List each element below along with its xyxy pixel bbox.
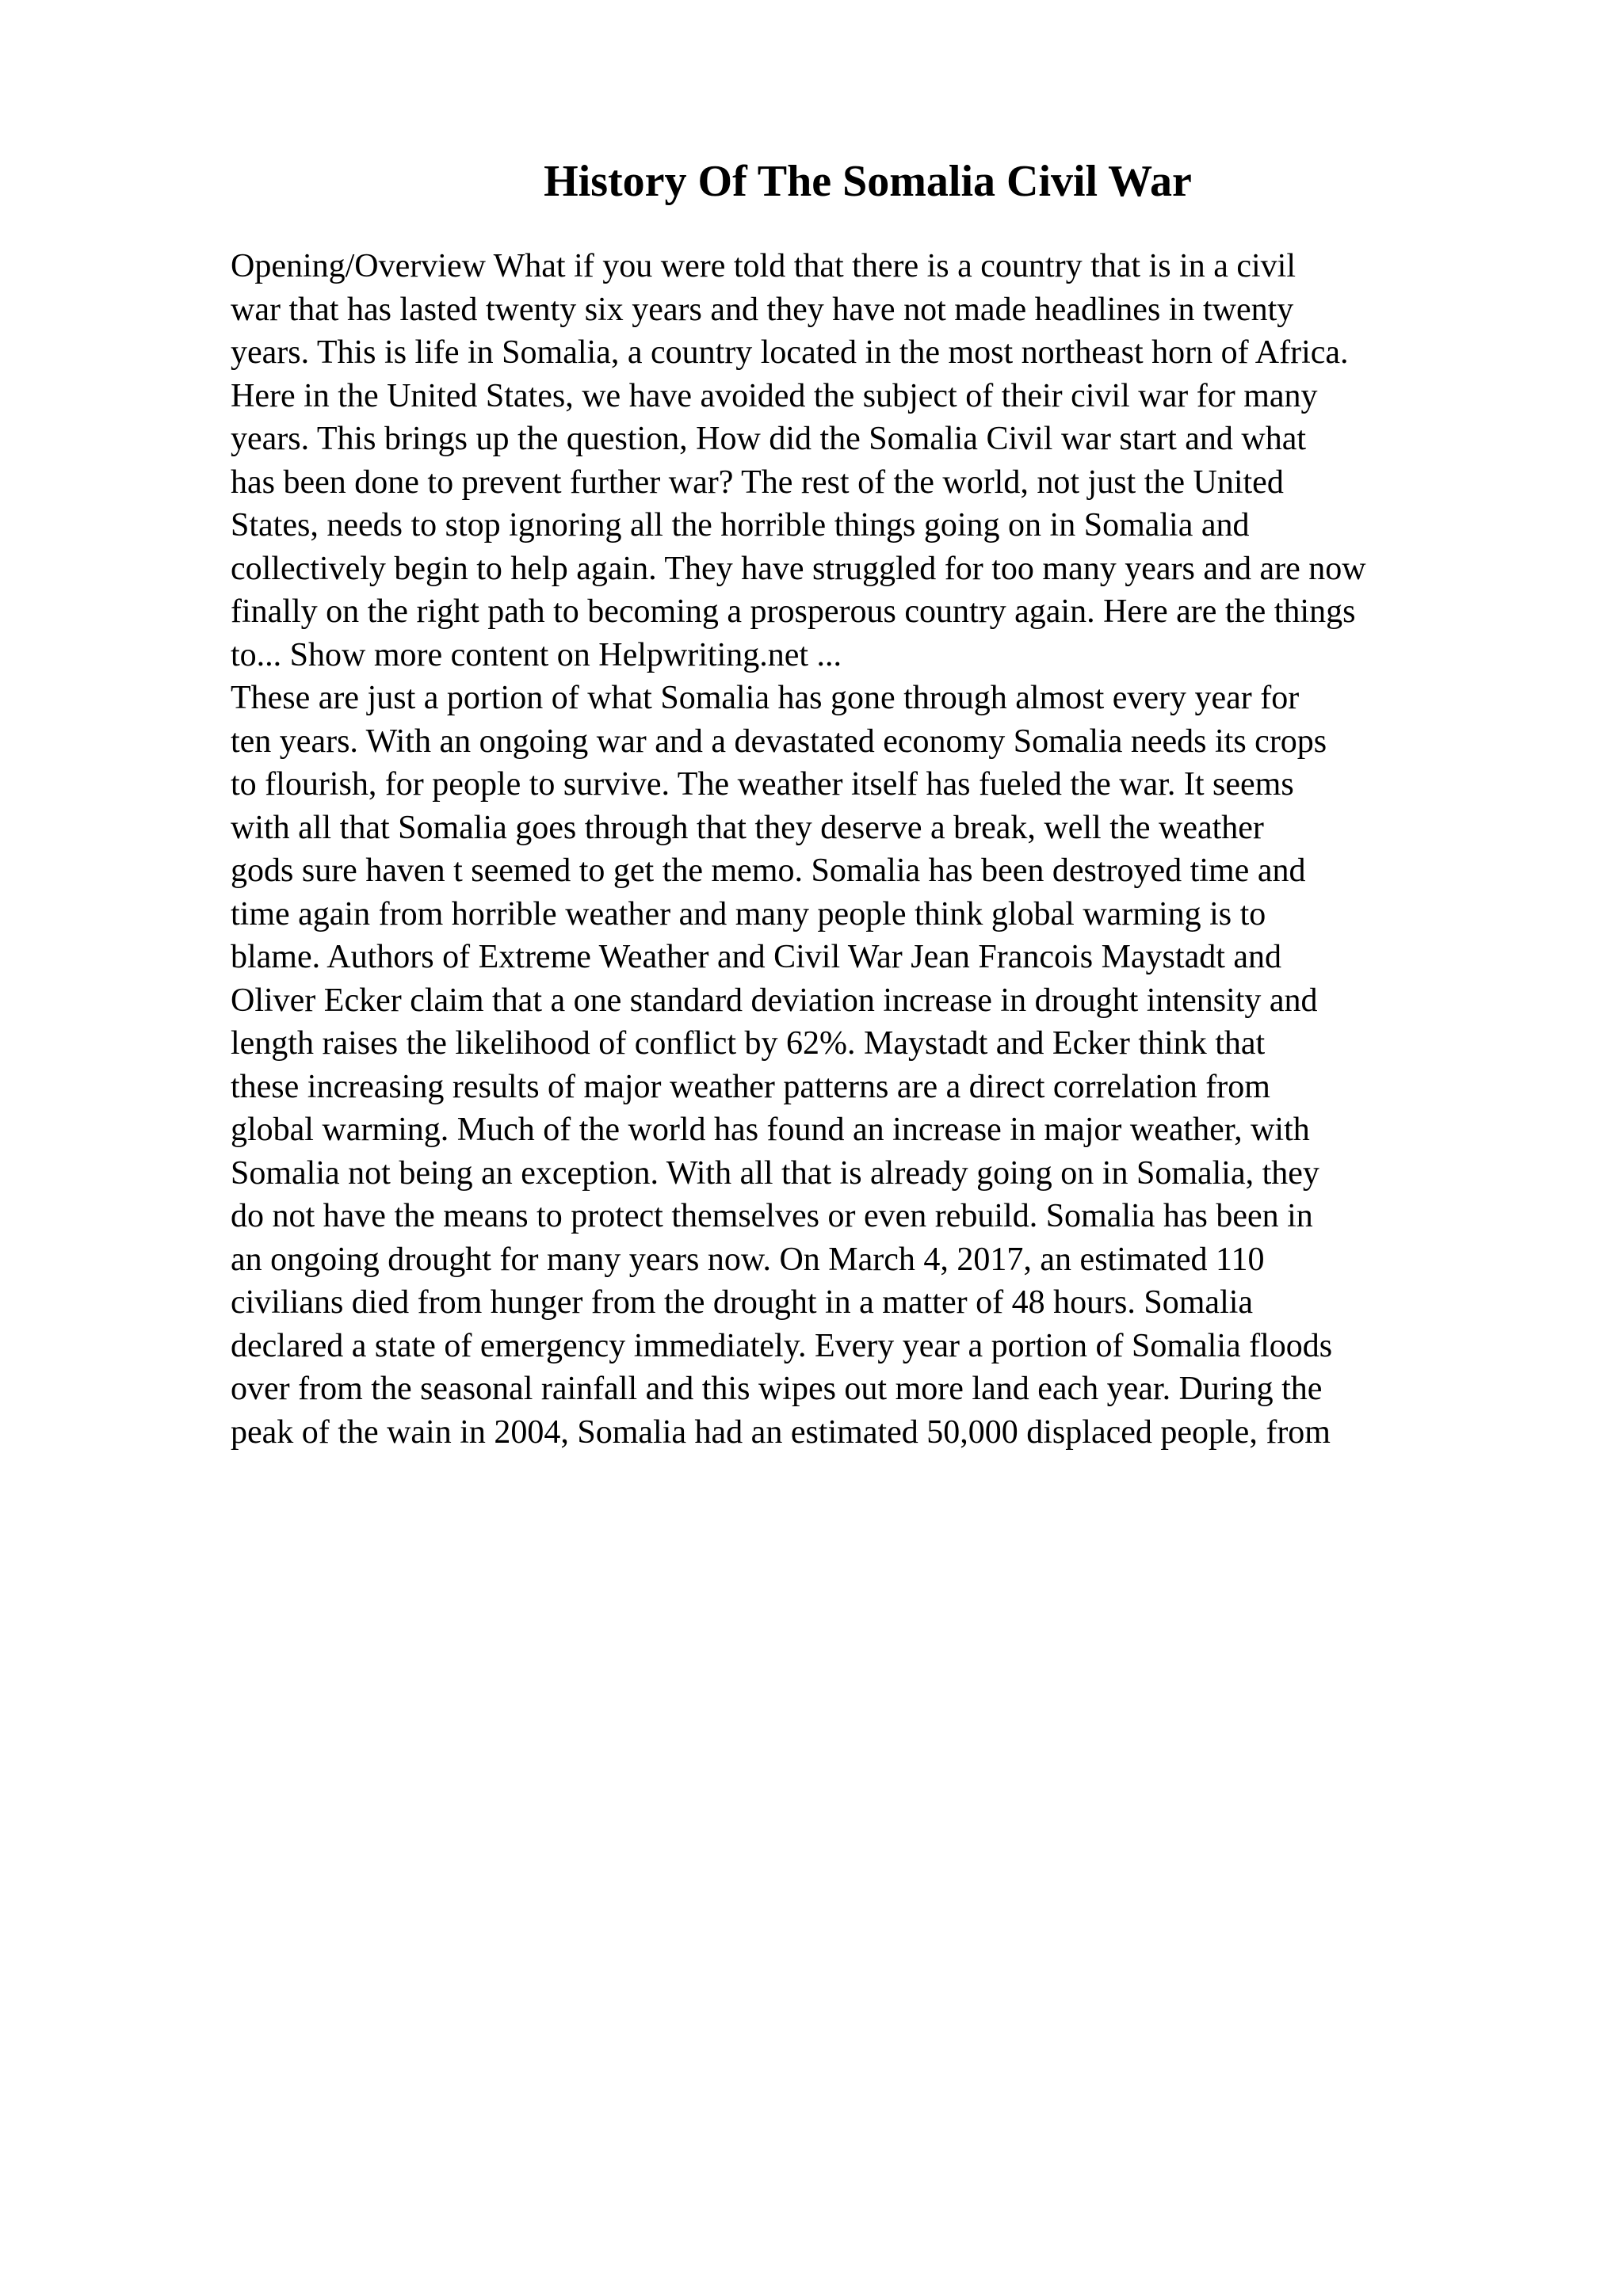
body-line: States, needs to stop ignoring all the horrible things going on in Somalia and [231,507,1250,543]
body-line: peak of the wain in 2004, Somalia had an estimated 50,000 displaced people, from [231,1413,1331,1451]
body-line: declared a state of emergency immediately. Every year a portion of Somalia floods [231,1327,1333,1364]
body-line: war that has lasted twenty six years and they have not made headlines in twenty [231,291,1294,328]
body-line: Somalia not being an exception. With all that is already going on in Somalia, they [231,1154,1319,1192]
document-body [231,245,1594,1454]
body-line: finally on the right path to becoming a prosperous country again. Here are the things [231,593,1356,630]
body-line: blame. Authors of Extreme Weather and Civil War Jean Francois Maystadt and [231,939,1282,975]
body-line: to... Show more content on Helpwriting.net ... [231,636,842,673]
body-line: an ongoing drought for many years now. On March 4, 2017, an estimated 110 [231,1241,1265,1278]
body-line: civilians died from hunger from the drought in a matter of 48 hours. Somalia [231,1284,1254,1321]
body-line: over from the seasonal rainfall and this wipes out more land each year. During the [231,1371,1323,1407]
document-title: History Of The Somalia Civil War [544,157,1192,206]
body-line: length raises the likelihood of conflict by 62%. Maystadt and Ecker think that [231,1025,1266,1062]
body-line: has been done to prevent further war? The rest of the world, not just the United [231,463,1284,501]
body-line: Here in the United States, we have avoided the subject of their civil war for many [231,377,1318,414]
body-line: Oliver Ecker claim that a one standard deviation increase in drought intensity and [231,982,1318,1019]
body-line: with all that Somalia goes through that they deserve a break, well the weather [231,809,1264,846]
body-line: time again from horrible weather and many people think global warming is to [231,895,1266,933]
body-line: global warming. Much of the world has found an increase in major weather, with [231,1112,1310,1148]
body-line: ten years. With an ongoing war and a devastated economy Somalia needs its crops [231,723,1327,760]
body-line: These are just a portion of what Somalia has gone through almost every year for [231,680,1300,716]
body-line: gods sure haven t seemed to get the memo. Somalia has been destroyed time and [231,852,1306,889]
body-line: to flourish, for people to survive. The weather itself has fueled the war. It seems [231,766,1294,803]
body-line: collectively begin to help again. They have struggled for too many years and are now [231,550,1366,587]
body-line: these increasing results of major weather patterns are a direct correlation from [231,1068,1270,1105]
body-line: do not have the means to protect themselves or even rebuild. Somalia has been in [231,1198,1313,1234]
body-line: years. This is life in Somalia, a country located in the most northeast horn of Africa. [231,334,1349,371]
body-line: years. This brings up the question, How did the Somalia Civil war start and what [231,421,1307,457]
body-line: Opening/Overview What if you were told that there is a country that is in a civil [231,248,1296,284]
